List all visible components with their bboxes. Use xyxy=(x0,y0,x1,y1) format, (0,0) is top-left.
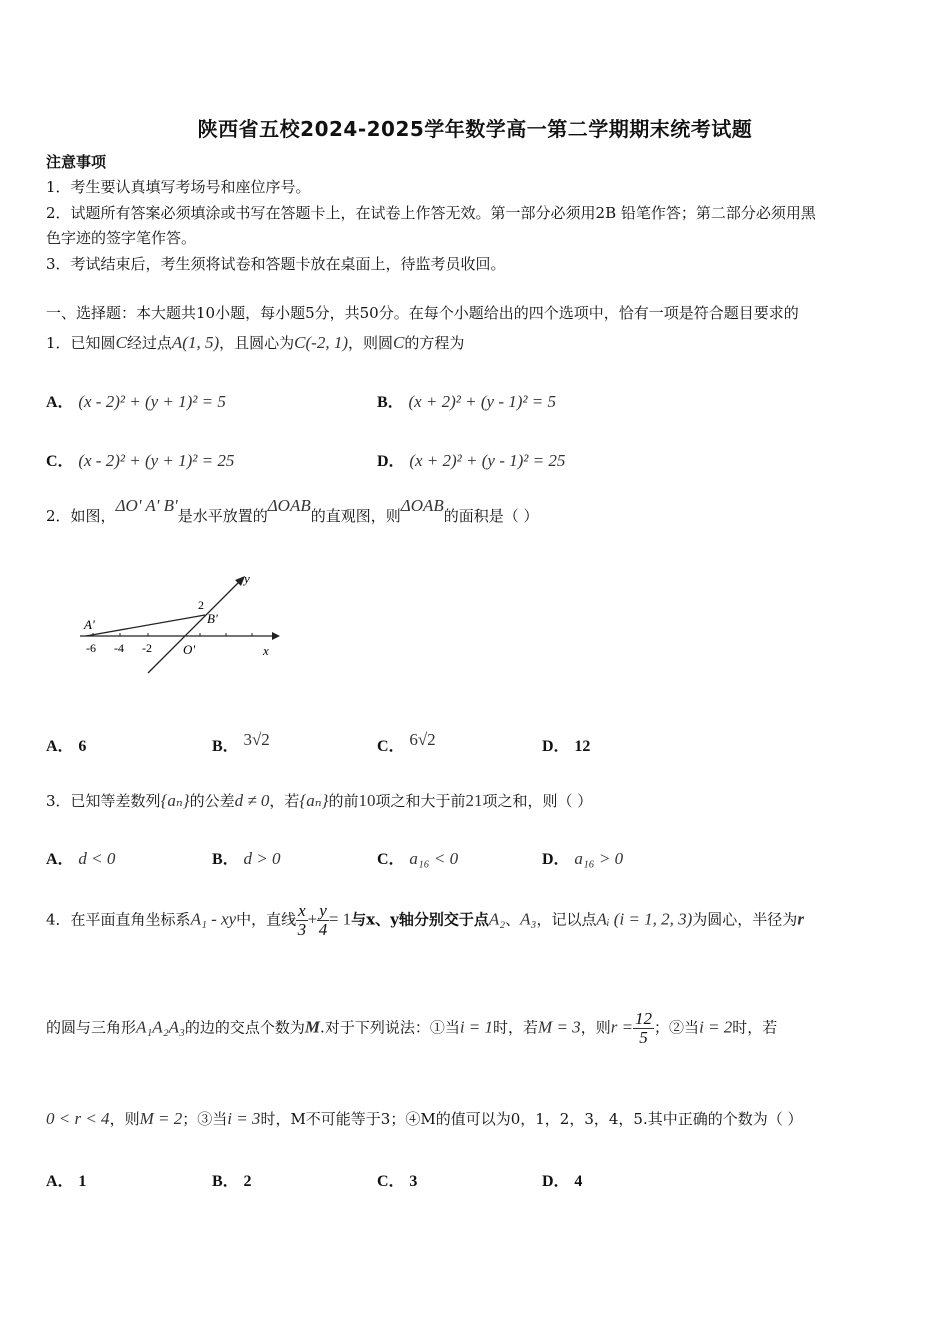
math-expr: d ≠ 0 xyxy=(234,791,270,810)
option-letter: A． xyxy=(46,738,74,755)
tick-label: -4 xyxy=(114,641,124,655)
math-expr: M xyxy=(304,1017,321,1037)
option-d[interactable] xyxy=(542,1168,582,1191)
question-number: 3． xyxy=(46,792,71,810)
option-c[interactable] xyxy=(377,846,458,869)
q-text: ；③当 xyxy=(182,1110,228,1128)
option-value: 1 xyxy=(78,1173,87,1190)
option-expr: (x - 2)² + (y + 1)² = 5 xyxy=(78,392,226,411)
option-c[interactable] xyxy=(377,1168,417,1191)
math-expr: 10 xyxy=(358,791,376,810)
q-text: 时，若 xyxy=(493,1018,539,1037)
math-expr: A(1, 5) xyxy=(171,333,220,352)
x-axis-arrow-icon xyxy=(272,632,280,640)
math-expr: A₂ xyxy=(488,909,506,929)
q-text: 的面积是（ ） xyxy=(443,507,539,525)
option-expr: 3√2 xyxy=(243,730,270,749)
math-expr: ΔOAB xyxy=(267,496,311,515)
q-text: 为圆心，半径为 xyxy=(692,910,798,929)
option-a[interactable] xyxy=(46,846,115,869)
option-letter: B． xyxy=(212,1173,239,1190)
q-text: 已知等差数列 xyxy=(70,792,161,810)
option-value: 2 xyxy=(243,1173,252,1190)
q-text: 项之和大于前 xyxy=(375,792,466,810)
section-heading: 一、选择题：本大题共10小题，每小题5分，共50分。在每个小题给出的四个选项中，恰有一项是符合题目要求的 xyxy=(46,304,799,322)
option-letter: D． xyxy=(377,453,405,470)
math-expr: A₃ xyxy=(520,909,537,929)
math-expr: {aₙ} xyxy=(160,791,190,810)
notice-item: 1．考生要认真填写考场号和座位序号。 xyxy=(46,178,311,196)
option-letter: C． xyxy=(377,851,405,868)
option-letter: C． xyxy=(377,1173,405,1190)
question-4-stem-line2 xyxy=(46,1010,777,1047)
option-expr: d > 0 xyxy=(243,849,281,868)
notice-item: 3．考试结束后，考生须将试卷和答题卡放在桌面上，待监考员收回。 xyxy=(46,255,506,273)
math-expr: i = 3 xyxy=(227,1109,261,1128)
q-text: 的方程为 xyxy=(404,334,465,352)
math-expr: + xyxy=(307,909,318,929)
option-a[interactable] xyxy=(46,733,86,756)
q-text: ，则圆 xyxy=(347,334,393,352)
q-text: 的公差 xyxy=(189,792,235,810)
option-d[interactable] xyxy=(377,448,565,471)
option-letter: A． xyxy=(46,851,74,868)
math-expr: {aₙ} xyxy=(299,791,329,810)
x-label: x xyxy=(263,643,269,658)
math-expr: ΔOAB xyxy=(400,496,444,515)
fraction-12-over-5: $\frac{12}{5}$ xyxy=(635,1009,653,1047)
notice-heading: 注意事项 xyxy=(46,153,107,171)
q-text: 中，直线 xyxy=(236,910,297,929)
option-expr: d < 0 xyxy=(78,849,116,868)
option-letter: B． xyxy=(212,738,239,755)
question-4-stem-line1 xyxy=(46,902,804,939)
q-text: ，则 xyxy=(580,1018,611,1037)
option-letter: D． xyxy=(542,851,570,868)
option-a[interactable] xyxy=(46,389,226,412)
option-expr: a₁₆ < 0 xyxy=(409,849,459,868)
page-title: 陕西省五校2024-2025学年数学高一第二学期期末统考试题 xyxy=(197,117,753,141)
y-axis xyxy=(148,581,240,673)
option-letter: D． xyxy=(542,1173,570,1190)
option-expr: (x - 2)² + (y + 1)² = 25 xyxy=(78,451,235,470)
option-b[interactable] xyxy=(212,846,280,869)
option-letter: A． xyxy=(46,394,74,411)
question-2-stem xyxy=(46,496,539,526)
math-expr: 0 < r < 4 xyxy=(46,1109,110,1128)
math-expr: i = 1 xyxy=(459,1017,494,1037)
option-letter: A． xyxy=(46,1173,74,1190)
question-4-stem-line3 xyxy=(46,1108,803,1129)
q-text: 的边的交点个数为 xyxy=(184,1018,305,1037)
tick-label: -2 xyxy=(142,641,152,655)
y-value-label: 2 xyxy=(198,598,204,612)
q-text: 与x、y轴分别交于点 xyxy=(351,910,489,929)
option-letter: B． xyxy=(212,851,239,868)
option-b[interactable] xyxy=(212,727,270,755)
q-text: .对于下列说法：①当 xyxy=(320,1018,460,1037)
point-b-label: B' xyxy=(207,611,218,626)
option-value: 12 xyxy=(574,738,591,755)
option-b[interactable] xyxy=(377,389,556,412)
option-letter: B． xyxy=(377,394,404,411)
q-text: 经过点 xyxy=(126,334,172,352)
question-number: 2． xyxy=(46,507,71,525)
tick-label: -6 xyxy=(86,641,96,655)
math-expr: M = 3 xyxy=(538,1017,581,1037)
math-expr: i = 2 xyxy=(699,1017,733,1037)
q-text: ，则 xyxy=(109,1110,140,1128)
fraction-y-over-4: $\frac{y}{4}$ xyxy=(318,901,328,939)
option-value: 3 xyxy=(409,1173,418,1190)
option-c[interactable] xyxy=(377,727,436,755)
q-text: 已知圆 xyxy=(70,334,116,352)
q-text: 在平面直角坐标系 xyxy=(70,910,191,929)
math-expr: C(-2, 1) xyxy=(294,333,348,352)
math-expr: C xyxy=(115,333,127,352)
q-text: 的前 xyxy=(328,792,359,810)
option-expr: (x + 2)² + (y - 1)² = 25 xyxy=(409,451,566,470)
question-number: 4． xyxy=(46,910,71,929)
math-expr: = 1 xyxy=(328,909,352,929)
q-text: ，且圆心为 xyxy=(219,334,295,352)
segment-a-b xyxy=(86,615,205,636)
q-text: ，记以点 xyxy=(536,910,597,929)
fraction-x-over-3: $\frac{x}{3}$ xyxy=(297,901,307,939)
q-text: 是水平放置的 xyxy=(177,507,268,525)
notice-item: 2．试题所有答案必须填涂或书写在答题卡上，在试卷上作答无效。第一部分必须用2B 铅笔作答；第二部分必须用黑 xyxy=(46,204,816,222)
option-letter: C． xyxy=(46,453,74,470)
notice-item: 色字迹的签字笔作答。 xyxy=(46,229,197,247)
math-expr: A₁A₂A₃ xyxy=(136,1017,185,1037)
math-expr: r = xyxy=(610,1017,634,1037)
option-expr: (x + 2)² + (y - 1)² = 5 xyxy=(408,392,556,411)
math-expr: A₁ - xy xyxy=(190,909,237,929)
option-b[interactable] xyxy=(212,1168,251,1191)
option-c[interactable] xyxy=(46,448,234,471)
option-a[interactable] xyxy=(46,1168,86,1191)
q-text: 的直观图，则 xyxy=(310,507,401,525)
origin-label: O' xyxy=(183,642,196,657)
option-letter: D． xyxy=(542,738,570,755)
question-number: 1． xyxy=(46,334,71,352)
option-value: 6 xyxy=(78,738,87,755)
option-letter: C． xyxy=(377,738,405,755)
q-text: 的圆与三角形 xyxy=(46,1018,137,1037)
q-text: ，若 xyxy=(269,792,300,810)
question-3-stem xyxy=(46,790,592,811)
oblique-projection-figure xyxy=(70,565,290,680)
math-expr: ΔO' A' B' xyxy=(115,496,178,515)
q-text: 如图， xyxy=(70,507,116,525)
math-expr: r xyxy=(797,909,804,929)
q-text: 、 xyxy=(505,910,521,929)
q-text: 时，若 xyxy=(732,1018,778,1037)
math-expr: 21 xyxy=(465,791,483,810)
option-d[interactable] xyxy=(542,733,590,756)
option-expr: a₁₆ > 0 xyxy=(574,849,624,868)
q-text: 时，M不可能等于3；④M的值可以为0，1，2，3，4，5.其中正确的个数为（ ） xyxy=(260,1110,803,1128)
question-1-stem xyxy=(46,332,464,353)
option-d[interactable] xyxy=(542,846,623,869)
math-expr: M = 2 xyxy=(139,1109,183,1128)
point-a-label: A' xyxy=(84,617,95,632)
math-expr: C xyxy=(393,333,405,352)
option-value: 4 xyxy=(574,1173,583,1190)
q-text: ；②当 xyxy=(654,1018,700,1037)
option-expr: 6√2 xyxy=(409,730,436,749)
q-text: 项之和，则（ ） xyxy=(482,792,593,810)
y-label: y xyxy=(244,571,250,586)
math-expr: Aᵢ (i = 1, 2, 3) xyxy=(596,909,693,929)
